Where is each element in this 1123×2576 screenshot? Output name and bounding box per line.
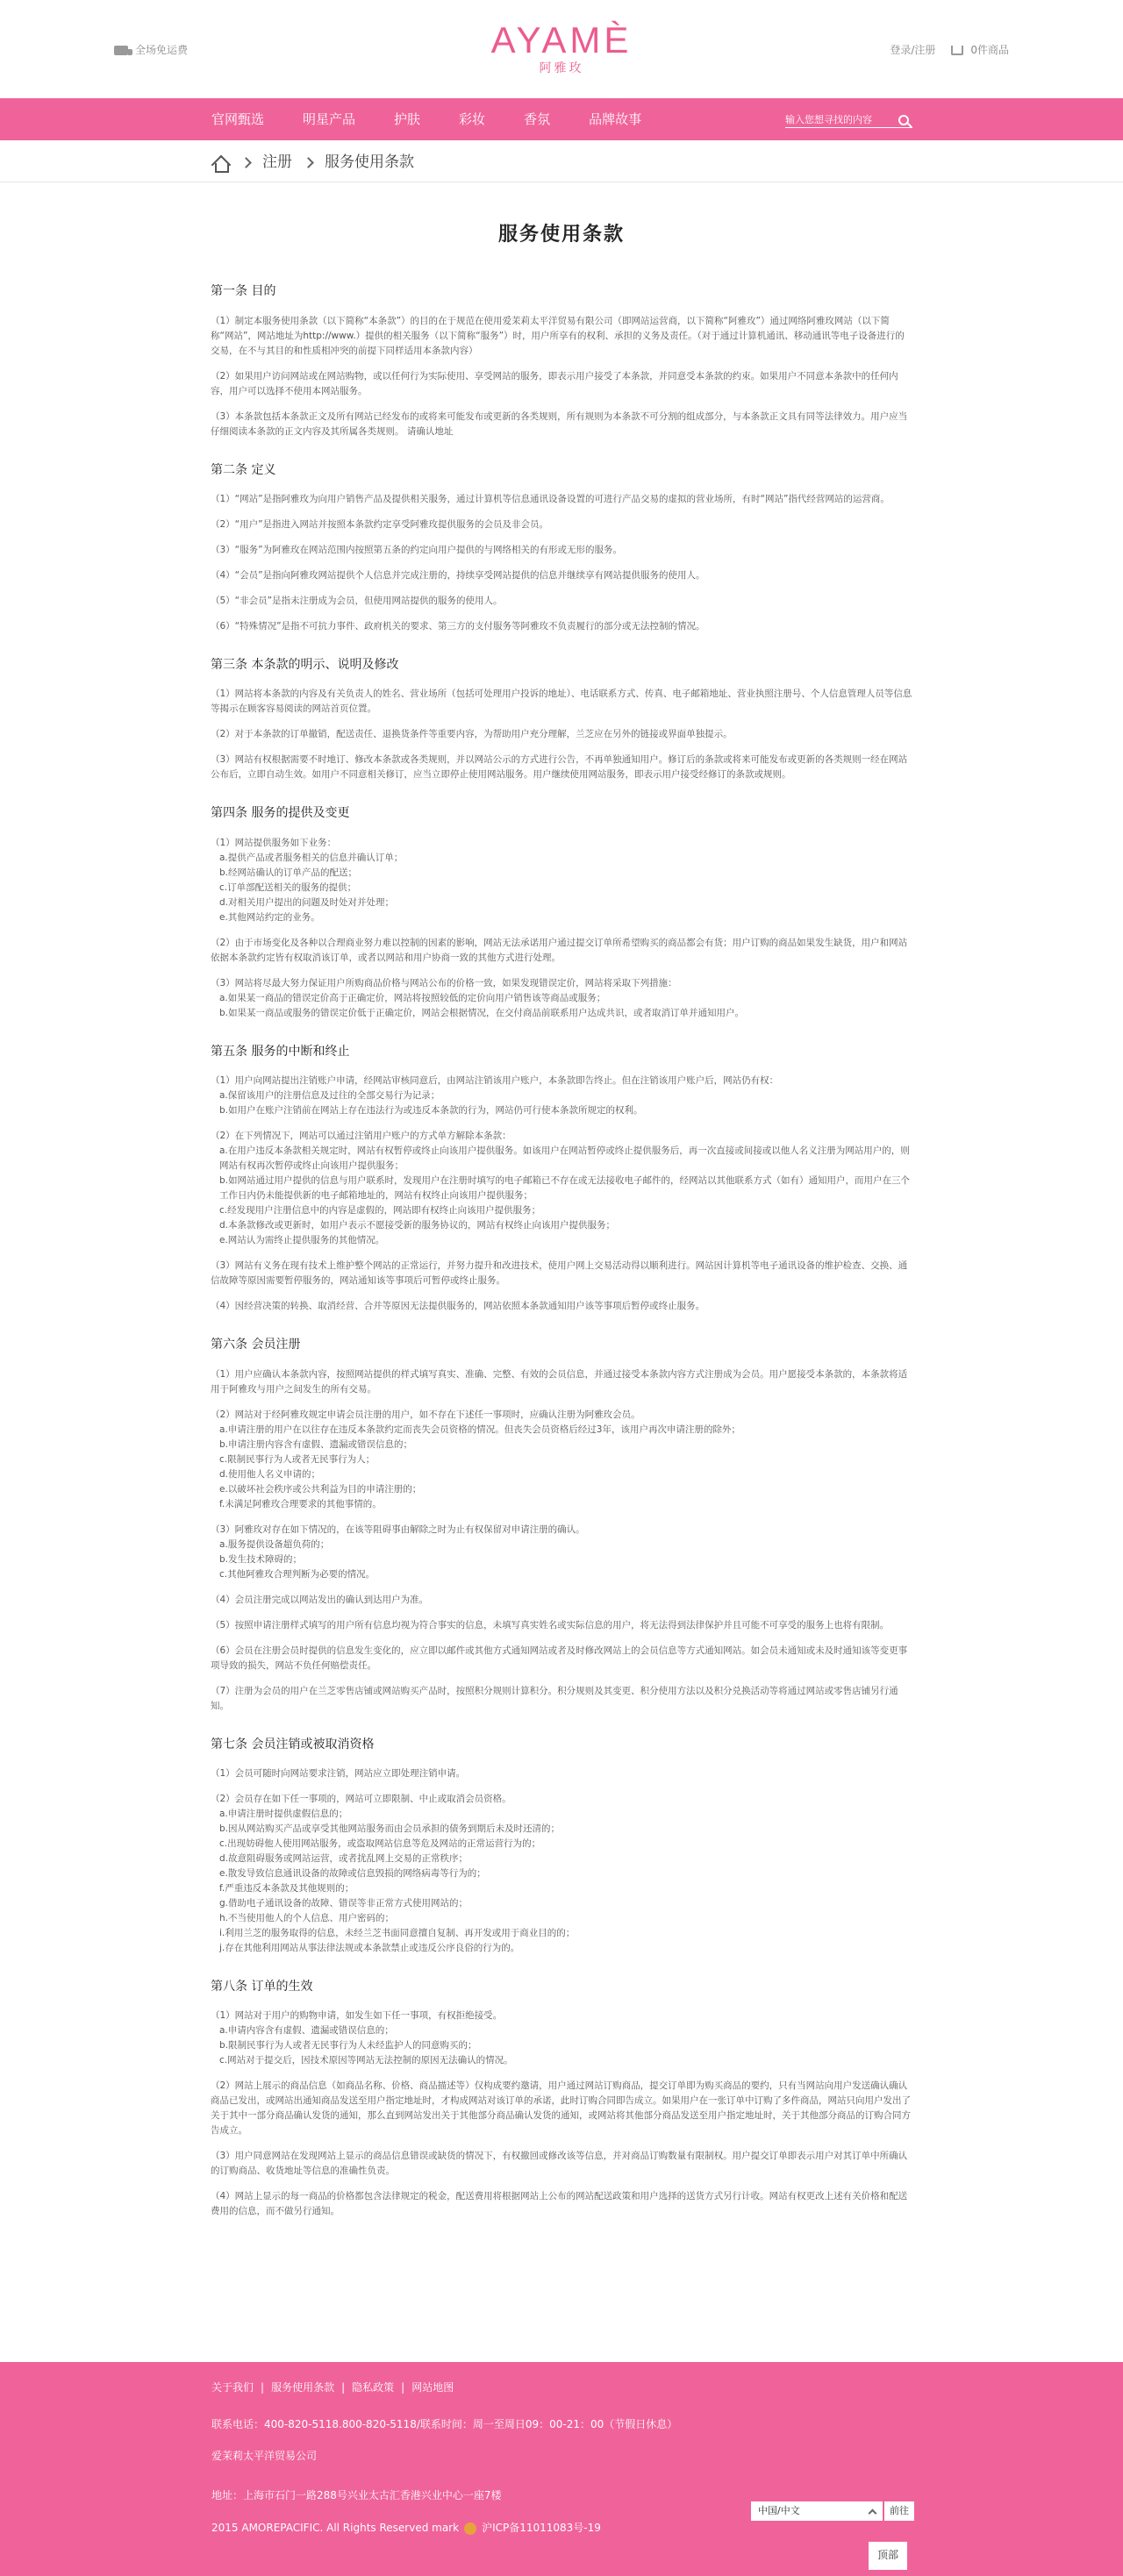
section-paragraph: （4）“会员”是指向阿雅玫网站提供个人信息并完成注册的，持续享受网站提供的信息并继续享有网站提供服务的使用人。 [211, 569, 705, 581]
logo-en: AYAMÈ [490, 19, 633, 61]
footer-link-about[interactable]: 关于我们 [211, 2381, 254, 2394]
section-paragraph: （1）用户应确认本条款内容，按照网站提供的样式填写真实、准确、完整、有效的会员信息，并通过接受本条款内容方式注册成为会员。用户愿接受本条款的，本条款将适用于阿雅玫与用户之间发生的所有交易。 [211, 1368, 908, 1395]
section-sublist: a.申请内容含有虚假、遗漏或错误信息的； b.限制民事行为人或者无民事行为人未经监护人的同意购买的； c.网站对于提交后，因技术原因等网站无法控制的原因无法确认的情况。 [219, 2025, 513, 2066]
section-sublist: a.服务提供设备超负荷的； b.发生技术障碍的； c.其他阿雅玫合理判断为必要的情况。 [219, 1538, 376, 1580]
breadcrumb-register[interactable]: 注册 [262, 153, 292, 171]
section-paragraph: （2）对于本条款的订单撤销，配送责任、退换货条件等重要内容，为帮助用户充分理解，兰芝应在另外的链接或界面单独提示。 [211, 729, 733, 740]
section-paragraph: （3）阿雅玫对存在如下情况的，在该等阻碍事由解除之时为止有权保留对申请注册的确认。 [211, 1523, 585, 1535]
section-paragraph: （1）制定本服务使用条款（以下简称“本条款”）的目的在于规范在使用爱茉莉太平洋贸易有限公司（即网站运营商，以下简称“阿雅玫”）通过网络阿雅玫网站（以下简称“网站”，网站地址为http://www.）提供的相关服务（以下简称“服务”）时，用户所享有的权利、承担的义务及责任。（对于通过计算机通讯、移动通讯等电子设备进行的交易，在不与其目的和性质相冲突的前提下同样适用本条款内容） [211, 315, 905, 356]
section-paragraph: （4）因经营决策的转换、取消经营、合并等原因无法提供服务的，网站依照本条款通知用户该等事项后暂停或终止服务。 [211, 1301, 705, 1312]
footer-company: 爱茉莉太平洋贸易公司 [211, 2450, 318, 2462]
nav-item-brand-story[interactable]: 品牌故事 [589, 111, 642, 127]
chevron-up-icon [869, 2508, 877, 2517]
section-sublist: a.如果某一商品的错误定价高于正确定价，网站将按照较低的定价向用户销售该等商品或服务； b.如果某一商品或服务的错误定价低于正确定价，网站会根据情况，在交付商品前联系用户达成共识，或者取消订单并通知用户。 [219, 992, 745, 1018]
search-icon[interactable] [898, 115, 909, 125]
nav-item-fragrance[interactable]: 香氛 [524, 111, 551, 127]
section-heading: 第七条 会员注销或被取消资格 [211, 1737, 375, 1752]
section-sublist: a.申请注册时提供虚假信息的； b.因从网站购买产品或享受其他网站服务而由会员承担的债务到期后未及时还清的； c.出现妨碍他人使用网站服务，或盗取网站信息等危及网站的正常运营行为的； d.故意阻碍服务或网站运营，或者扰乱网上交易的正常秩序； e.散发导致信息通讯设备的故障或信息毁损的网络病毒等行为的； f.严重违反本条款及其他规则的； g.借助电子通讯设备的故障、错误等非正常方式使用网站的； h.不当使用他人的个人信息、用户密码的； i.利用兰芝的服务取得的信息，未经兰芝书面同意擅自复制、再开发或用于商业目的的； j.存在其他利用网站从事法律法规或本条款禁止或违反公序良俗的行为的。 [219, 1808, 576, 1953]
section-paragraph: （1）网站对于用户的购物申请，如发生如下任一事项，有权拒绝接受。 [211, 2010, 503, 2022]
section-paragraph: （1）会员可随时向网站要求注销，网站应立即处理注销申请。 [211, 1767, 466, 1779]
search-box [785, 112, 912, 128]
terms-sections [211, 282, 912, 2219]
nav-item-star-products[interactable]: 明星产品 [303, 111, 356, 127]
main-nav [0, 98, 1123, 140]
footer-divider: | [341, 2381, 346, 2394]
terms-content [211, 219, 912, 2230]
footer-link-sitemap[interactable]: 网站地图 [411, 2381, 454, 2394]
section-paragraph: （7）注册为会员的用户在兰芝零售店铺或网站购买产品时，按照积分规则计算积分。积分规则及其变更、积分使用方法以及积分兑换活动等将通过网站或零售店铺另行通知。 [211, 1685, 898, 1711]
section-paragraph: （1）“网站”是指阿雅玫为向用户销售产品及提供相关服务，通过计算机等信息通讯设备设置的可进行产品交易的虚拟的营业场所，有时“网站”指代经营网站的运营商。 [211, 493, 890, 504]
section-paragraph: （2）“用户”是指进入网站并按照本条款约定享受阿雅玫提供服务的会员及非会员。 [211, 518, 549, 530]
nav-item-selection[interactable]: 官网甄选 [211, 111, 265, 127]
police-badge-icon [464, 2522, 476, 2535]
section-heading: 第八条 订单的生效 [211, 1979, 313, 1994]
nav-item-makeup[interactable]: 彩妆 [459, 111, 486, 127]
section-heading: 第五条 服务的中断和终止 [211, 1044, 350, 1059]
footer-divider: | [261, 2381, 265, 2394]
footer-address: 地址：上海市石门一路288号兴业太古汇香港兴业中心一座7楼 [211, 2489, 502, 2501]
footer-links [211, 2380, 461, 2396]
section-paragraph: （2）会员存在如下任一事项的，网站可立即限制、中止或取消会员资格。 [211, 1793, 511, 1804]
section-paragraph: （4）会员注册完成以网站发出的确认到达用户为准。 [211, 1594, 429, 1605]
section-paragraph: （6）“特殊情况”是指不可抗力事件、政府机关的要求、第三方的支付服务等阿雅玫不负责履行的部分或无法控制的情况。 [211, 620, 705, 632]
section-paragraph: （2）网站对于经阿雅玫规定申请会员注册的用户，如不存在下述任一事项时，应确认注册为阿雅玫会员。 [211, 1409, 640, 1420]
section-heading: 第一条 目的 [211, 284, 276, 299]
section-heading: 第六条 会员注册 [211, 1338, 301, 1352]
section-paragraph: （1）网站提供服务如下业务： [211, 837, 337, 848]
chevron-right-icon [303, 157, 314, 168]
section-sublist: a.提供产品或者服务相关的信息并确认订单； b.经网站确认的订单产品的配送； c.订单部配送相关的服务的提供； d.对相关用户提出的问题及时处对并处理； e.其他网站约定的业务。 [219, 852, 404, 923]
section-paragraph: （5）“非会员”是指未注册成为会员，但使用网站提供的服务的使用人。 [211, 595, 503, 606]
section-heading: 第三条 本条款的明示、说明及修改 [211, 657, 399, 672]
top-header [0, 0, 1123, 98]
go-button[interactable]: 前往 [884, 2501, 914, 2521]
chevron-right-icon [240, 157, 252, 168]
nav-list [211, 98, 680, 140]
shipping-text: 全场免运费 [135, 44, 189, 56]
footer-contact: 联系电话：400-820-5118.800-820-5118/联系时间：周一至周日09：00-21：00（节假日休息） [211, 2418, 678, 2430]
section-paragraph: （1）网站将本条款的内容及有关负责人的姓名、营业场所（包括可处理用户投诉的地址）、电话联系方式、传真、电子邮箱地址、营业执照注册号、个人信息管理人员等信息等揭示在顾客容易阅读的网站首页位置。 [211, 689, 912, 715]
footer-copyright-row [211, 2520, 601, 2537]
home-icon[interactable] [211, 155, 230, 171]
breadcrumb-current: 服务使用条款 [325, 153, 414, 171]
section-paragraph: （4）网站上显示的每一商品的价格都包含法律规定的税金，配送费用将根据网站上公布的网站配送政策和用户选择的送货方式另行计收。网站有权更改上述有关价格和配送费用的信息，而不做另行通知。 [211, 2191, 908, 2217]
section-heading: 第四条 服务的提供及变更 [211, 806, 350, 821]
section-paragraph: （2）如果用户访问网站或在网站购物，或以任何行为实际使用、享受网站的服务，即表示用户接受了本条款，并同意受本条款的约束。如果用户不同意本条款中的任何内容，用户可以选择不使用本网站服务。 [211, 370, 898, 396]
section-sublist: a.保留该用户的注册信息及过往的全部交易行为记录； b.如用户在账户注销前在网站上存在违法行为或违反本条款的行为，网站仍可行使本条款所规定的权利。 [219, 1090, 643, 1117]
cart-link[interactable] [951, 42, 1009, 59]
nav-item-skincare[interactable]: 护肤 [394, 111, 421, 127]
section-paragraph: （6）会员在注册会员时提供的信息发生变化的，应立即以邮件或其他方式通知网站或者及时修改网站上的会员信息等方式通知网站。如会员未通知或未及时通知该等变更事项导致的损失，网站不负任何赔偿责任。 [211, 1645, 908, 1671]
footer-link-terms[interactable]: 服务使用条款 [271, 2381, 335, 2394]
language-select[interactable] [751, 2501, 883, 2521]
page-title: 服务使用条款 [497, 224, 625, 246]
section-paragraph: （2）网站上展示的商品信息（如商品名称、价格、商品描述等）仅构成要约邀请，用户通过网站订购商品，提交订单即为购买商品的要约，只有当网站向用户发送确认确认商品已发出，或网站出通知商品发送至用户指定地址时，才构成网站对该订单的承诺，此时订购合同即告成立。如果用户在一张订单中订购了多件商品，网站只向用户发出了关于其中一部分商品确认发货的通知，那么直到网站发出关于其他部分商品确认发货的通知，或网站将其他部分商品发送至用户指定地址时，关于其他部分商品的订购合同方告成立。 [211, 2080, 911, 2137]
footer-link-privacy[interactable]: 隐私政策 [352, 2381, 395, 2394]
login-link[interactable]: 登录/注册 [890, 44, 936, 56]
section-paragraph: （2）在下列情况下，网站可以通过注销用户账户的方式单方解除本条款： [211, 1131, 511, 1142]
cart-text: 0件商品 [970, 44, 1009, 56]
section-paragraph: （3）“服务”为阿雅玫在网站范围内按照第五条的约定向用户提供的与网络相关的有形或无形的服务。 [211, 544, 623, 555]
breadcrumb [0, 140, 1123, 182]
section-paragraph: （3）网站有义务在现有技术上维护整个网站的正常运行，并努力提升和改进技术，使用户网上交易活动得以顺利进行。网站因计算机等电子通讯设备的维护检查、交换、通信故障等原因需要暂停服务的，网站通知该等事项后可暂停或终止服务。 [211, 1260, 908, 1287]
section-paragraph: （3）网站将尽最大努力保证用户所购商品价格与网站公布的价格一致，如果发现错误定价，网站将采取下列措施： [211, 977, 677, 988]
section-heading: 第二条 定义 [211, 462, 276, 477]
section-sublist: a.在用户违反本条款相关规定时，网站有权暂停或终止向该用户提供服务。如该用户在网站暂停或终止提供服务后，再一次直接或间接或以他人名义注册为网站用户的，则网站有权再次暂停或终止向该用户提供服务； b.如网站通过用户提供的信息与用户联系时，发现用户在注册时填写的电子邮箱已不存在或无法接收电子邮件的，经网站以其他联系方式（如有）通知用户，而用户在三个工作日内仍未能提供新的电子邮箱地址的，网站有权终止向该用户提供服务； c.经发现用户注册信息中的内容是虚假的，网站即有权终止向该用户提供服务； d.本条款修改或更新时，如用户表示不愿接受新的服务协议的，网站有权终止向该用户提供服务； e.网站认为需终止提供服务的其他情况。 [219, 1145, 910, 1246]
section-paragraph: （1）用户向网站提出注销账户申请，经网站审核同意后，由网站注销该用户账户，本条款即告终止。但在注销该用户账户后，网站仍有权： [211, 1075, 779, 1087]
section-paragraph: （2）由于市场变化及各种以合理商业努力难以控制的因素的影响，网站无法承诺用户通过提交订单所希望购买的商品都会有货；用户订购的商品如果发生缺货，用户和网站依据本条款约定皆有权取消该订单，或者以网站和用户协商一致的其他方式进行处理。 [211, 937, 908, 963]
back-to-top-button[interactable]: 顶部 [869, 2542, 907, 2570]
section-sublist: a.申请注册的用户在以往存在违反本条款约定而丧失会员资格的情况。但丧失会员资格后经过3年，该用户再次申请注册的除外； b.申请注册内容含有虚假、遗漏或错误信息的； c.限制民事行为人或者无民事行为人； d.使用他人名义申请的； e.以破坏社会秩序或公共利益为目的申请注册的； f.未满足阿雅玫合理要求的其他事情的。 [219, 1424, 740, 1509]
search-input[interactable] [785, 114, 895, 125]
section-paragraph: （3）用户同意网站在发现网站上显示的商品信息错误或缺货的情况下，有权撤回或修改该等信息，并对商品订购数量有限制权。用户提交订单即表示用户对其订单中所确认的订购商品、收货地址等信息的准确性负责。 [211, 2151, 908, 2177]
cart-icon [951, 46, 963, 55]
user-actions [890, 42, 1009, 59]
footer-divider: | [401, 2381, 405, 2394]
section-paragraph: （5）按照申请注册样式填写的用户所有信息均视为符合事实的信息，未填写真实姓名或实际信息的用户，将无法得到法律保护并且可能不可享受的服务上也将有限制。 [211, 1619, 890, 1631]
footer [0, 2362, 1123, 2576]
language-select-value: 中国/中文 [758, 2505, 800, 2517]
logo-cn: 阿雅玫 [539, 61, 584, 75]
footer-icp[interactable]: 沪ICP备11011083号-19 [482, 2522, 601, 2534]
section-paragraph: （3）网站有权根据需要不时地订、修改本条款或各类规则，并以网站公示的方式进行公告，不再单独通知用户。修订后的条款或将来可能发布或更新的各类规则一经在网站公布后，立即自动生效。如用户不同意相关修订，应当立即停止使用网站服务。用户继续使用网站服务，即表示用户接受经修订的条款或规则。 [211, 754, 908, 781]
section-paragraph: （3）本条款包括本条款正文及所有网站已经发布的或将来可能发布或更新的各类规则，所有规则为本条款不可分割的组成部分，与本条款正文具有同等法律效力。用户应当仔细阅读本条款的正文内容及其所属各类规则。 请确认地址 [211, 410, 908, 437]
footer-copyright: 2015 AMOREPACIFIC. All Rights Reserved mark [211, 2522, 460, 2534]
